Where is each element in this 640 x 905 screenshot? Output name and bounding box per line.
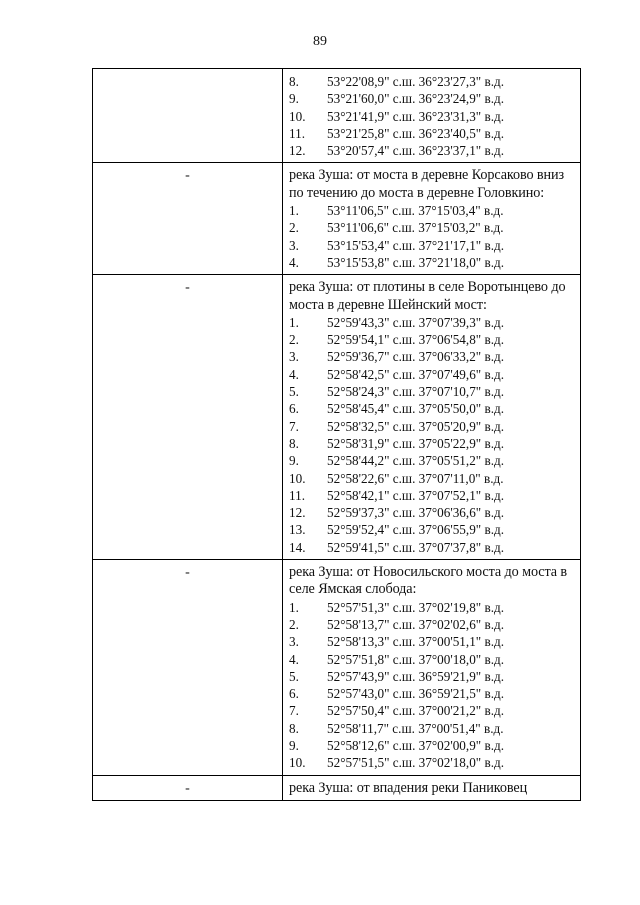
coordinate-line xyxy=(289,237,574,254)
row-label-cell xyxy=(93,69,283,163)
river-segment-description: река Зуша: от плотины в селе Воротынцево до моста в деревне Шейнский мост: xyxy=(289,279,566,313)
coordinate-line xyxy=(289,142,574,159)
coordinate-number: 4. xyxy=(289,366,299,382)
coordinate-number: 4. xyxy=(289,651,299,667)
coordinate-number: 4. xyxy=(289,254,299,270)
coordinate-line xyxy=(289,504,574,521)
coordinate-number: 6. xyxy=(289,401,299,417)
coordinate-value: 53°11'06,5" с.ш. 37°15'03,4" в.д. xyxy=(327,203,504,219)
coordinate-number: 12. xyxy=(289,143,306,159)
coordinate-value: 52°59'52,4" с.ш. 37°06'55,9" в.д. xyxy=(327,522,504,538)
coordinate-line xyxy=(289,720,574,737)
coordinate-number: 1. xyxy=(289,203,299,219)
coordinate-value: 52°58'24,3" с.ш. 37°07'10,7" в.д. xyxy=(327,384,504,400)
coordinate-value: 52°58'44,2" с.ш. 37°05'51,2" в.д. xyxy=(327,453,504,469)
coordinate-number: 11. xyxy=(289,125,305,141)
coordinate-line xyxy=(289,435,574,452)
coordinate-line xyxy=(289,754,574,771)
coordinate-line xyxy=(289,599,574,616)
coordinate-number: 9. xyxy=(289,453,299,469)
table-row xyxy=(93,560,581,776)
row-content-cell xyxy=(283,775,581,800)
coordinate-number: 12. xyxy=(289,505,306,521)
coordinate-number: 10. xyxy=(289,755,306,771)
river-segment-description: река Зуша: от моста в деревне Корсаково вниз по течению до моста в деревне Головкино: xyxy=(289,167,565,201)
coordinate-line xyxy=(289,90,574,107)
coordinate-number: 9. xyxy=(289,737,299,753)
coordinate-value: 52°59'43,3" с.ш. 37°07'39,3" в.д. xyxy=(327,314,504,330)
coordinate-value: 52°58'13,7" с.ш. 37°02'02,6" в.д. xyxy=(327,616,504,632)
coordinate-line xyxy=(289,487,574,504)
table-row xyxy=(93,69,581,163)
coordinate-number: 13. xyxy=(289,522,306,538)
coordinate-line xyxy=(289,331,574,348)
coordinate-number: 1. xyxy=(289,314,299,330)
table-row xyxy=(93,775,581,800)
coordinate-line xyxy=(289,219,574,236)
coordinate-value: 53°15'53,8" с.ш. 37°21'18,0" в.д. xyxy=(327,254,504,270)
coordinate-line xyxy=(289,400,574,417)
coordinate-value: 53°20'57,4" с.ш. 36°23'37,1" в.д. xyxy=(327,143,504,159)
coordinate-number: 2. xyxy=(289,220,299,236)
coordinates-table xyxy=(92,68,581,801)
page-number: 89 xyxy=(313,34,327,49)
row-content-cell xyxy=(283,275,581,560)
coordinate-value: 52°58'42,5" с.ш. 37°07'49,6" в.д. xyxy=(327,366,504,382)
coordinate-value: 52°57'43,0" с.ш. 36°59'21,5" в.д. xyxy=(327,686,504,702)
coordinate-line xyxy=(289,418,574,435)
coordinate-number: 5. xyxy=(289,384,299,400)
coordinate-line xyxy=(289,616,574,633)
table-row xyxy=(93,275,581,560)
coordinate-value: 53°22'08,9" с.ш. 36°23'27,3" в.д. xyxy=(327,74,504,89)
river-segment-description: река Зуша: от Новосильского моста до моста в селе Ямская слобода: xyxy=(289,564,568,598)
row-dash: - xyxy=(185,565,190,581)
coordinate-number: 2. xyxy=(289,332,299,348)
coordinate-number: 10. xyxy=(289,470,306,486)
coordinate-value: 52°59'37,3" с.ш. 37°06'36,6" в.д. xyxy=(327,505,504,521)
coordinate-value: 52°58'42,1" с.ш. 37°07'52,1" в.д. xyxy=(327,487,504,503)
coordinate-line xyxy=(289,470,574,487)
coordinate-value: 52°59'54,1" с.ш. 37°06'54,8" в.д. xyxy=(327,332,504,348)
coordinate-line xyxy=(289,73,574,90)
river-segment-description: река Зуша: от впадения реки Паниковец xyxy=(289,779,528,796)
coordinate-value: 52°57'51,8" с.ш. 37°00'18,0" в.д. xyxy=(327,651,504,667)
coordinate-number: 7. xyxy=(289,703,299,719)
coordinate-value: 52°58'32,5" с.ш. 37°05'20,9" в.д. xyxy=(327,418,504,434)
coordinate-line xyxy=(289,702,574,719)
coordinate-value: 52°57'51,5" с.ш. 37°02'18,0" в.д. xyxy=(327,755,504,771)
coordinate-value: 52°58'11,7" с.ш. 37°00'51,4" в.д. xyxy=(327,720,504,736)
table-row xyxy=(93,163,581,275)
coordinate-number: 3. xyxy=(289,237,299,253)
row-content-cell xyxy=(283,69,581,163)
coordinate-value: 52°58'22,6" с.ш. 37°07'11,0" в.д. xyxy=(327,470,504,486)
row-label-cell xyxy=(93,775,283,800)
coordinate-number: 6. xyxy=(289,686,299,702)
coordinate-number: 1. xyxy=(289,599,299,615)
coordinate-line xyxy=(289,452,574,469)
coordinate-line xyxy=(289,314,574,331)
coordinate-value: 52°58'12,6" с.ш. 37°02'00,9" в.д. xyxy=(327,737,504,753)
coordinate-value: 52°59'41,5" с.ш. 37°07'37,8" в.д. xyxy=(327,539,504,555)
coordinate-line xyxy=(289,125,574,142)
row-dash: - xyxy=(185,780,190,796)
row-dash: - xyxy=(185,168,190,184)
row-content-cell xyxy=(283,163,581,275)
coordinate-number: 9. xyxy=(289,91,299,107)
row-content-cell xyxy=(283,560,581,776)
coordinate-number: 3. xyxy=(289,634,299,650)
coordinate-number: 8. xyxy=(289,720,299,736)
coordinate-number: 8. xyxy=(289,435,299,451)
coordinate-line xyxy=(289,521,574,538)
coordinate-line xyxy=(289,685,574,702)
coordinate-value: 52°59'36,7" с.ш. 37°06'33,2" в.д. xyxy=(327,349,504,365)
row-label-cell xyxy=(93,275,283,560)
coordinate-number: 3. xyxy=(289,349,299,365)
coordinate-number: 11. xyxy=(289,487,305,503)
coordinate-number: 7. xyxy=(289,418,299,434)
coordinate-value: 52°58'45,4" с.ш. 37°05'50,0" в.д. xyxy=(327,401,504,417)
coordinate-number: 8. xyxy=(289,74,299,89)
coordinate-line xyxy=(289,539,574,556)
coordinate-line xyxy=(289,202,574,219)
coordinate-value: 52°58'13,3" с.ш. 37°00'51,1" в.д. xyxy=(327,634,504,650)
coordinate-line xyxy=(289,383,574,400)
coordinate-value: 53°11'06,6" с.ш. 37°15'03,2" в.д. xyxy=(327,220,504,236)
coordinate-value: 53°15'53,4" с.ш. 37°21'17,1" в.д. xyxy=(327,237,504,253)
coordinate-value: 52°58'31,9" с.ш. 37°05'22,9" в.д. xyxy=(327,435,504,451)
coordinate-line xyxy=(289,348,574,365)
coordinate-value: 53°21'60,0" с.ш. 36°23'24,9" в.д. xyxy=(327,91,504,107)
coordinate-line xyxy=(289,108,574,125)
coordinate-value: 52°57'51,3" с.ш. 37°02'19,8" в.д. xyxy=(327,599,504,615)
coordinate-line xyxy=(289,668,574,685)
coordinate-value: 52°57'50,4" с.ш. 37°00'21,2" в.д. xyxy=(327,703,504,719)
coordinate-line xyxy=(289,366,574,383)
coordinate-number: 5. xyxy=(289,668,299,684)
coordinate-line xyxy=(289,737,574,754)
coordinate-number: 14. xyxy=(289,539,306,555)
row-label-cell xyxy=(93,560,283,776)
row-label-cell xyxy=(93,163,283,275)
coordinate-line xyxy=(289,254,574,271)
coordinate-number: 10. xyxy=(289,108,306,124)
coordinate-value: 53°21'41,9" с.ш. 36°23'31,3" в.д. xyxy=(327,108,504,124)
coordinate-value: 53°21'25,8" с.ш. 36°23'40,5" в.д. xyxy=(327,125,504,141)
coordinate-line xyxy=(289,651,574,668)
coordinate-number: 2. xyxy=(289,616,299,632)
coordinate-line xyxy=(289,633,574,650)
coordinate-value: 52°57'43,9" с.ш. 36°59'21,9" в.д. xyxy=(327,668,504,684)
row-dash: - xyxy=(185,280,190,296)
